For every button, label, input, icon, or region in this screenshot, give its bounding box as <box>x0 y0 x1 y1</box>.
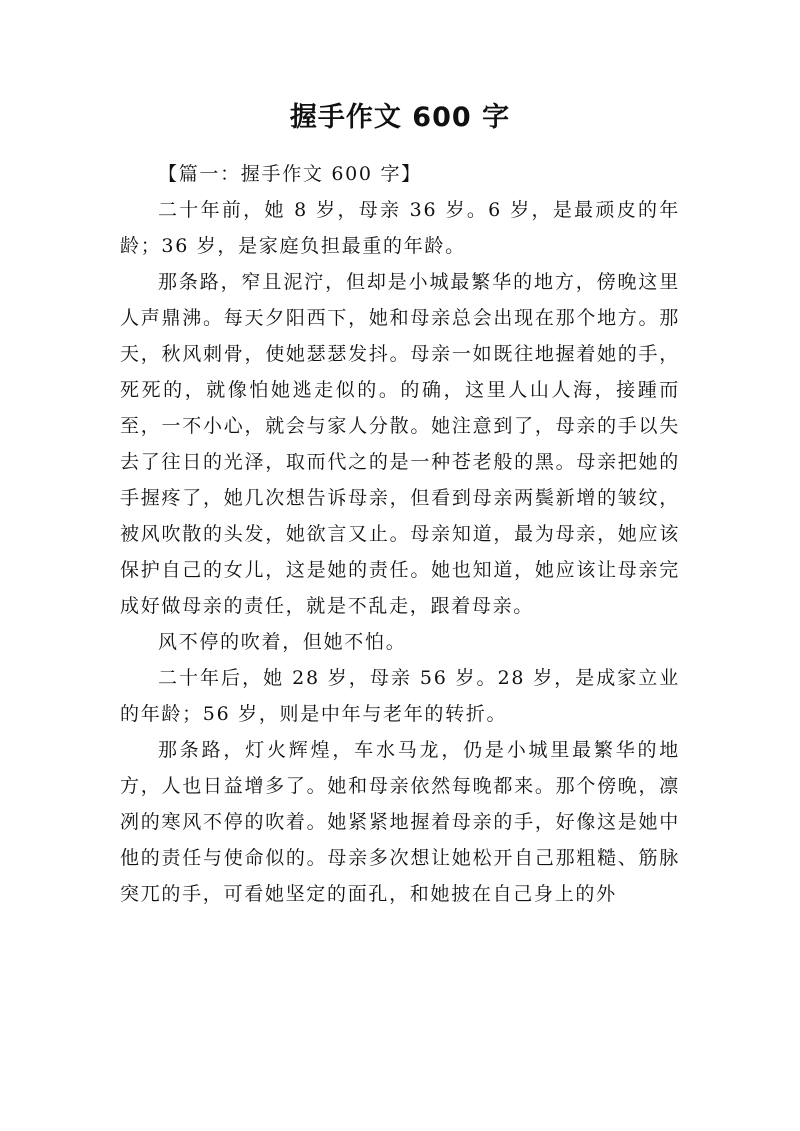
paragraph-4: 二十年后，她 28 岁，母亲 56 岁。28 岁，是成家立业的年龄；56 岁，则是中年与老年的转折。 <box>120 667 680 725</box>
document-body <box>120 156 680 912</box>
section-heading: 【篇一：握手作文 600 字】 <box>158 163 422 185</box>
paragraph-5: 那条路，灯火辉煌，车水马龙，仍是小城里最繁华的地方，人也日益增多了。她和母亲依然每晚都来。那个傍晚，凛冽的寒风不停的吹着。她紧紧地握着母亲的手，好像这是她中他的责任与使命似的。母亲多次想让她松开自己那粗糙、筋脉突兀的手，可看她坚定的面孔，和她披在自己身上的外 <box>120 739 680 905</box>
paragraph-2: 那条路，窄且泥泞，但却是小城最繁华的地方，傍晚这里人声鼎沸。每天夕阳西下，她和母亲总会出现在那个地方。那天，秋风刺骨，使她瑟瑟发抖。母亲一如既往地握着她的手，死死的，就像怕她逃走似的。的确，这里人山人海，接踵而至，一不小心，就会与家人分散。她注意到了，母亲的手以失去了往日的光泽，取而代之的是一种苍老般的黑。母亲把她的手握疼了，她几次想告诉母亲，但看到母亲两鬓新增的皱纹，被风吹散的头发，她欲言又止。母亲知道，最为母亲，她应该保护自己的女儿，这是她的责任。她也知道，她应该让母亲完成好做母亲的责任，就是不乱走，跟着母亲。 <box>120 271 680 617</box>
paragraph-1: 二十年前，她 8 岁，母亲 36 岁。6 岁，是最顽皮的年龄；36 岁，是家庭负担最重的年龄。 <box>120 199 680 257</box>
paragraph-3: 风不停的吹着，但她不怕。 <box>158 631 407 653</box>
document-title: 握手作文 600 字 <box>289 102 511 133</box>
